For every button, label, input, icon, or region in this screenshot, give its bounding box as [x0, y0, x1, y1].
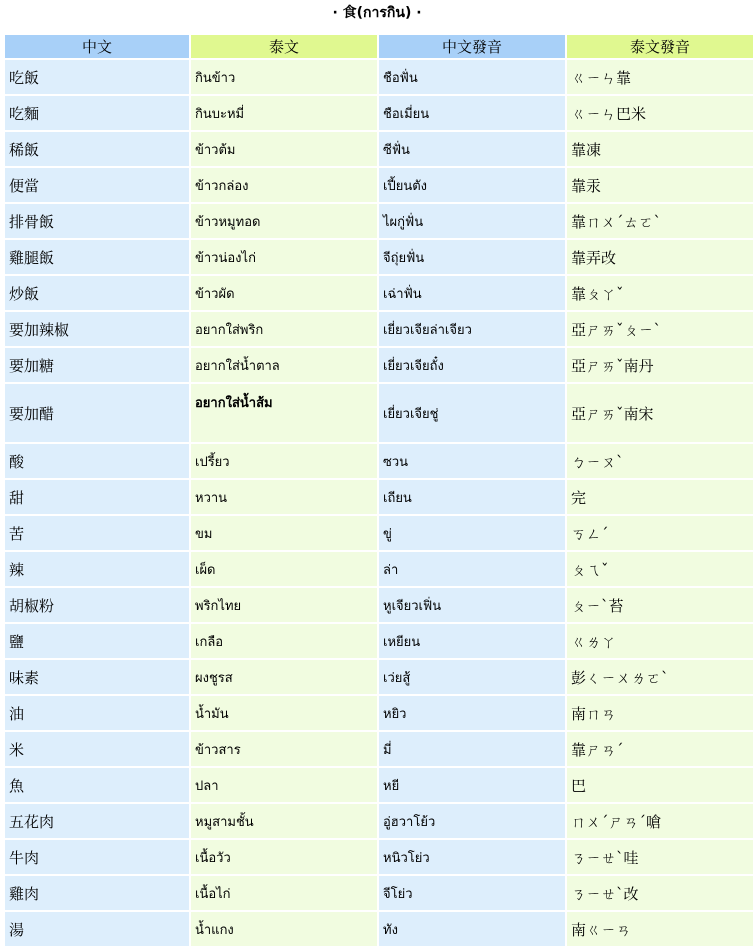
cell-thai-pronunciation: 南ㄇㄢ — [567, 696, 753, 730]
table-row — [5, 312, 753, 346]
cell-thai-pronunciation: 靠ㄇㄨˊㄊㄛˋ — [567, 204, 753, 238]
table-row — [5, 840, 753, 874]
cell-chinese: 排骨飯 — [5, 204, 189, 238]
cell-chinese-pronunciation: เยี่ยวเจียล่าเจียว — [379, 312, 565, 346]
cell-thai-pronunciation: 靠汞 — [567, 168, 753, 202]
cell-thai-pronunciation: 完 — [567, 480, 753, 514]
cell-thai: ข้าวผัด — [191, 276, 377, 310]
cell-thai: น้ำแกง — [191, 912, 377, 946]
cell-chinese-pronunciation: ล่า — [379, 552, 565, 586]
cell-chinese: 味素 — [5, 660, 189, 694]
table-row — [5, 96, 753, 130]
cell-chinese-pronunciation: เยี่ยวเจียถั๋ง — [379, 348, 565, 382]
table-row — [5, 276, 753, 310]
table-row — [5, 168, 753, 202]
table-row — [5, 912, 753, 946]
table-row — [5, 552, 753, 586]
cell-thai: น้ำมัน — [191, 696, 377, 730]
cell-chinese-pronunciation: หูเจียวเฟิ่น — [379, 588, 565, 622]
cell-thai: อยากใส่พริก — [191, 312, 377, 346]
cell-chinese: 要加辣椒 — [5, 312, 189, 346]
cell-chinese-pronunciation: เยี่ยวเจียชู่ — [379, 384, 565, 442]
cell-thai-pronunciation: ㄆㄧˋ苔 — [567, 588, 753, 622]
cell-thai-pronunciation: ㄍㄧㄣ靠 — [567, 60, 753, 94]
table-row — [5, 696, 753, 730]
cell-thai-pronunciation: 亞ㄕㄞˇ南丹 — [567, 348, 753, 382]
cell-thai: ขม — [191, 516, 377, 550]
cell-chinese: 酸 — [5, 444, 189, 478]
header-thai: 泰文 — [191, 35, 377, 58]
cell-thai: เนื้อวัว — [191, 840, 377, 874]
table-row — [5, 804, 753, 838]
cell-chinese: 苦 — [5, 516, 189, 550]
cell-chinese: 鹽 — [5, 624, 189, 658]
cell-thai-pronunciation: 靠ㄕㄢˊ — [567, 732, 753, 766]
cell-chinese-pronunciation: หยี — [379, 768, 565, 802]
cell-chinese: 炒飯 — [5, 276, 189, 310]
cell-chinese: 辣 — [5, 552, 189, 586]
cell-thai: หวาน — [191, 480, 377, 514]
cell-chinese-pronunciation: ทัง — [379, 912, 565, 946]
cell-chinese: 雞肉 — [5, 876, 189, 910]
cell-chinese-pronunciation: เหยียน — [379, 624, 565, 658]
cell-thai: กินข้าว — [191, 60, 377, 94]
table-row — [5, 876, 753, 910]
page-title: · 食(การกิน) · — [332, 5, 422, 21]
cell-thai-pronunciation: 彭ㄑㄧㄨㄌㄛˋ — [567, 660, 753, 694]
cell-thai-pronunciation: ㄅㄧㄡˋ — [567, 444, 753, 478]
cell-chinese: 五花肉 — [5, 804, 189, 838]
cell-chinese-pronunciation: เปี้ยนตัง — [379, 168, 565, 202]
cell-chinese: 雞腿飯 — [5, 240, 189, 274]
cell-chinese-pronunciation: ชือฟั่น — [379, 60, 565, 94]
table-row — [5, 348, 753, 382]
table-row — [5, 204, 753, 238]
cell-thai: ปลา — [191, 768, 377, 802]
cell-thai-pronunciation: ㄋㄧㄝˋ哇 — [567, 840, 753, 874]
cell-chinese-pronunciation: จีโย่ว — [379, 876, 565, 910]
cell-thai: อยากใส่น้ำตาล — [191, 348, 377, 382]
cell-chinese-pronunciation: จีถุ่ยฟั่น — [379, 240, 565, 274]
table-row — [5, 516, 753, 550]
cell-chinese-pronunciation: อู่ฮวาโย้ว — [379, 804, 565, 838]
cell-thai-pronunciation: ㄇㄨˊㄕㄢˊ嗆 — [567, 804, 753, 838]
cell-chinese: 米 — [5, 732, 189, 766]
header-thai-pronunciation: 泰文發音 — [567, 35, 753, 58]
cell-thai-pronunciation: ㄎㄥˊ — [567, 516, 753, 550]
cell-chinese-pronunciation: ซีฟั่น — [379, 132, 565, 166]
cell-chinese: 油 — [5, 696, 189, 730]
cell-chinese: 要加糖 — [5, 348, 189, 382]
cell-chinese: 要加醋 — [5, 384, 189, 442]
cell-thai: เปรี้ยว — [191, 444, 377, 478]
cell-thai: หมูสามชั้น — [191, 804, 377, 838]
cell-thai: ข้าวสาร — [191, 732, 377, 766]
cell-thai-pronunciation: ㄆㄟˇ — [567, 552, 753, 586]
cell-chinese: 便當 — [5, 168, 189, 202]
cell-thai-pronunciation: 亞ㄕㄞˇㄆㄧˋ — [567, 312, 753, 346]
header-chinese-pronunciation: 中文發音 — [379, 35, 565, 58]
cell-thai: เผ็ด — [191, 552, 377, 586]
table-row — [5, 660, 753, 694]
cell-chinese-pronunciation: หนิวโย่ว — [379, 840, 565, 874]
cell-chinese: 牛肉 — [5, 840, 189, 874]
cell-thai: ข้าวต้ม — [191, 132, 377, 166]
table-header-row — [5, 35, 753, 58]
cell-thai-pronunciation: ㄍㄌㄚ — [567, 624, 753, 658]
cell-chinese: 魚 — [5, 768, 189, 802]
cell-thai: อยากใส่น้ำส้ม — [191, 384, 377, 442]
cell-thai: เนื้อไก่ — [191, 876, 377, 910]
table-row — [5, 480, 753, 514]
cell-chinese-pronunciation: ซวน — [379, 444, 565, 478]
vocabulary-table — [3, 33, 754, 948]
cell-chinese: 湯 — [5, 912, 189, 946]
cell-thai-pronunciation: 亞ㄕㄞˇ南宋 — [567, 384, 753, 442]
cell-chinese-pronunciation: ขู่ — [379, 516, 565, 550]
cell-thai-pronunciation: 南ㄍㄧㄢ — [567, 912, 753, 946]
cell-chinese: 吃飯 — [5, 60, 189, 94]
cell-chinese-pronunciation: หยิว — [379, 696, 565, 730]
cell-thai: ข้าวกล่อง — [191, 168, 377, 202]
cell-chinese: 吃麵 — [5, 96, 189, 130]
table-row — [5, 444, 753, 478]
cell-thai-pronunciation: 靠凍 — [567, 132, 753, 166]
table-row — [5, 384, 753, 442]
cell-chinese: 胡椒粉 — [5, 588, 189, 622]
cell-thai: ข้าวน่องไก่ — [191, 240, 377, 274]
cell-thai: ผงชูรส — [191, 660, 377, 694]
cell-thai-pronunciation: ㄍㄧㄣ巴米 — [567, 96, 753, 130]
table-row — [5, 132, 753, 166]
cell-thai-pronunciation: 巴 — [567, 768, 753, 802]
cell-thai-pronunciation: 靠ㄆㄚˇ — [567, 276, 753, 310]
header-chinese: 中文 — [5, 35, 189, 58]
table-row — [5, 588, 753, 622]
table-row — [5, 60, 753, 94]
table-row — [5, 624, 753, 658]
cell-chinese: 稀飯 — [5, 132, 189, 166]
cell-chinese-pronunciation: ไผกู่ฟั่น — [379, 204, 565, 238]
cell-chinese-pronunciation: เถียน — [379, 480, 565, 514]
cell-chinese-pronunciation: มี่ — [379, 732, 565, 766]
table-row — [5, 240, 753, 274]
cell-thai: ข้าวหมูทอด — [191, 204, 377, 238]
table-row — [5, 732, 753, 766]
cell-thai-pronunciation: 靠弄改 — [567, 240, 753, 274]
cell-thai: เกลือ — [191, 624, 377, 658]
cell-thai-pronunciation: ㄋㄧㄝˋ改 — [567, 876, 753, 910]
cell-thai: กินบะหมี่ — [191, 96, 377, 130]
cell-thai: พริกไทย — [191, 588, 377, 622]
cell-chinese-pronunciation: ชือเมี่ยน — [379, 96, 565, 130]
cell-chinese-pronunciation: เฉ่าฟั่น — [379, 276, 565, 310]
cell-chinese: 甜 — [5, 480, 189, 514]
table-row — [5, 768, 753, 802]
cell-chinese-pronunciation: เว่ยสู้ — [379, 660, 565, 694]
